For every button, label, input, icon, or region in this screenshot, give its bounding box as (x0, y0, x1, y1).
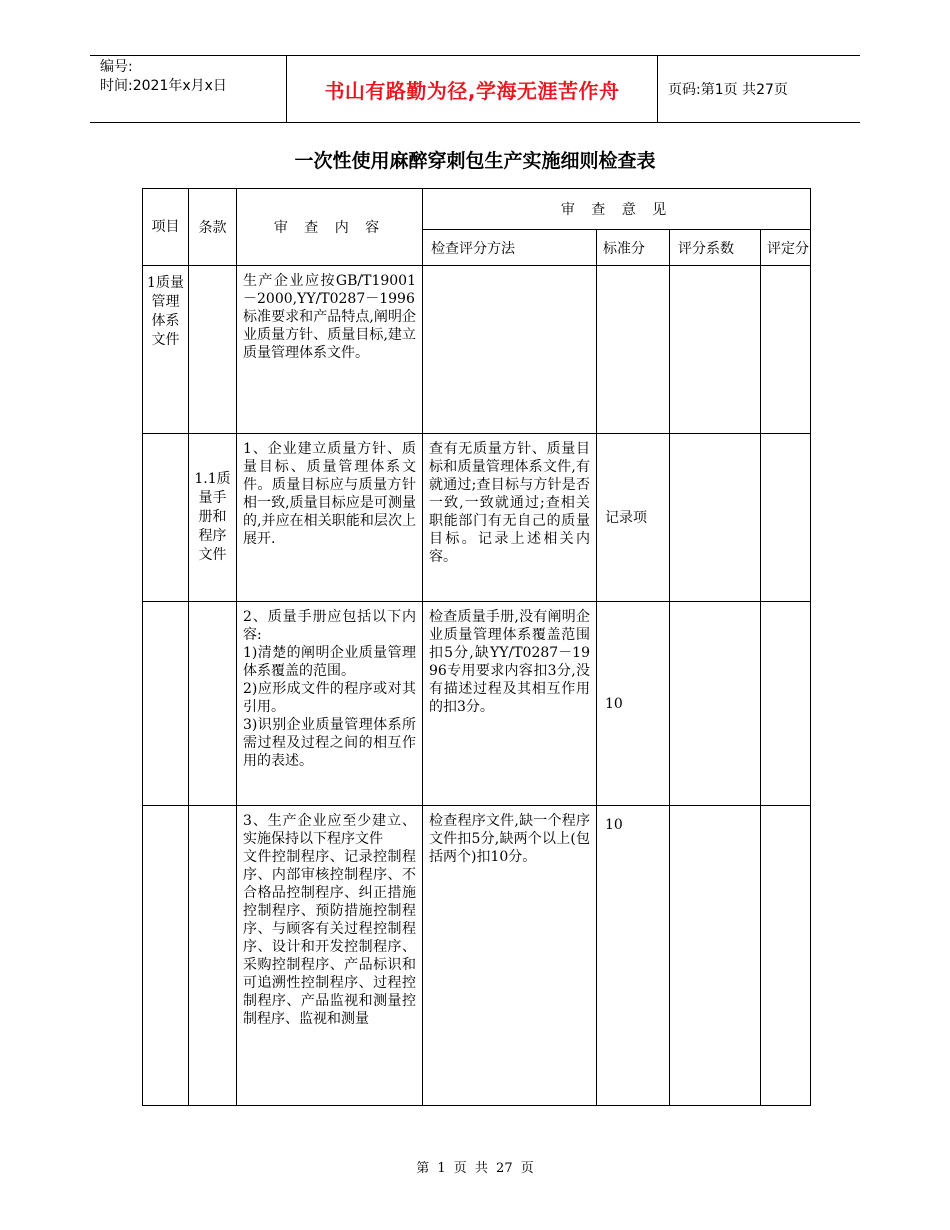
cell-content: 生产企业应按GB/T19001－2000,YY/T0287－1996标准要求和产品特点,阐明企业质量方针、质量目标,建立质量管理体系文件。 (237, 266, 423, 434)
header-meta (100, 58, 290, 96)
cell-method (423, 266, 597, 434)
cell-content: 2、质量手册应包括以下内容: 1)清楚的阐明企业质量管理体系覆盖的范围。 2)应形成文件的程序或对其引用。 3)识别企业质量管理体系所需过程及过程之间的相互作用的表述。 (237, 602, 423, 806)
page-footer: 第 1 页 共 27 页 (416, 1161, 534, 1176)
cell-clause (189, 266, 237, 434)
cell-score: 10 (597, 806, 670, 1106)
cell-method: 检查质量手册,没有阐明企业质量管理体系覆盖范围扣5分,缺YY/T0287－1996专用要求内容扣3分,没有描述过程及其相互作用的扣3分。 (423, 602, 597, 806)
cell-clause (189, 806, 237, 1106)
cell-rating (761, 266, 811, 434)
document-title: 一次性使用麻醉穿刺包生产实施细则检查表 (294, 150, 656, 172)
cell-method: 检查程序文件,缺一个程序文件扣5分,缺两个以上(包括两个)扣10分。 (423, 806, 597, 1106)
cell-item (143, 806, 189, 1106)
cell-score (597, 266, 670, 434)
cell-rating (761, 434, 811, 602)
table-row (143, 602, 811, 806)
header-score: 标准分 (597, 230, 670, 266)
cell-item (143, 602, 189, 806)
cell-content: 3、生产企业应至少建立、实施保持以下程序文件 文件控制程序、记录控制程序、内部审核控制程序、不合格品控制程序、纠正措施控制程序、预防措施控制程序、与顾客有关过程控制程序、设计和开发控制程序、采购控制程序、产品标识和可追溯性控制程序、过程控制程序、产品监视和测量控制程序、监视和测量 (237, 806, 423, 1106)
cell-item (143, 434, 189, 602)
page-header (90, 55, 860, 123)
time-label: 时间:2021年x月x日 (100, 78, 227, 94)
cell-coef (670, 602, 761, 806)
cell-item: 1质量管理体系文件 (143, 266, 189, 434)
page-info: 页码:第1页 共27页 (668, 82, 788, 98)
number-label: 编号: (100, 59, 133, 75)
motto-box (286, 56, 658, 122)
cell-coef (670, 806, 761, 1106)
header-method: 检查评分方法 (423, 230, 597, 266)
table-row (143, 266, 811, 434)
header-opinion: 审 查 意 见 (423, 189, 811, 230)
cell-rating (761, 602, 811, 806)
header-clause: 条款 (189, 189, 237, 266)
cell-rating (761, 806, 811, 1106)
cell-clause (189, 602, 237, 806)
header-content: 审 查 内 容 (237, 189, 423, 266)
cell-coef (670, 434, 761, 602)
table-row (143, 434, 811, 602)
motto: 书山有路勤为径,学海无涯苦作舟 (324, 78, 620, 103)
table-row (143, 806, 811, 1106)
cell-coef (670, 266, 761, 434)
header-item: 项目 (143, 189, 189, 266)
header-rating: 评定分 (761, 230, 811, 266)
header-coef: 评分系数 (670, 230, 761, 266)
cell-score: 10 (597, 602, 670, 806)
inspection-table (142, 188, 811, 1106)
cell-content: 1、企业建立质量方针、质量目标、质量管理体系文件。质量目标应与质量方针相一致,质量目标应是可测量的,并应在相关职能和层次上展开. (237, 434, 423, 602)
cell-method: 查有无质量方针、质量目标和质量管理体系文件,有就通过;查目标与方针是否一致,一致就通过;查相关职能部门有无自己的质量目标。记录上述相关内容。 (423, 434, 597, 602)
header-row-1 (143, 189, 811, 230)
cell-clause: 1.1质量手册和程序文件 (189, 434, 237, 602)
cell-score: 记录项 (597, 434, 670, 602)
